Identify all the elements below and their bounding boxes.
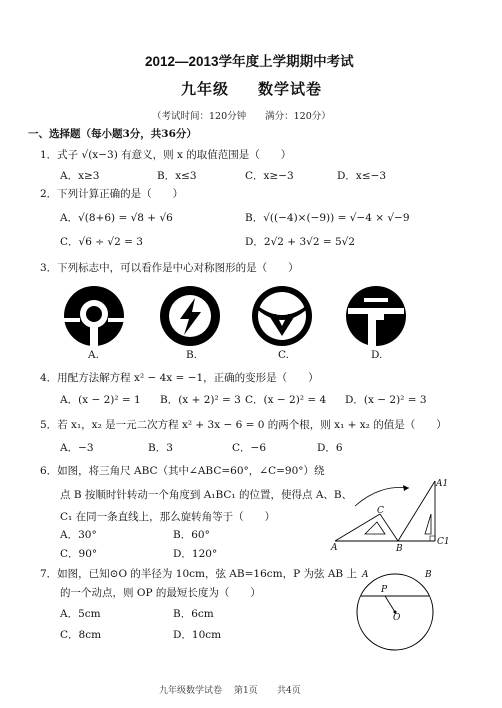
q7-option-d: D．10cm bbox=[173, 629, 222, 641]
q2-stem: 2．下列计算正确的是（ ） bbox=[40, 188, 184, 200]
q6-option-c: C．90° bbox=[60, 548, 98, 560]
q2-option-a: A．√(8+6) = √8 + √6 bbox=[60, 212, 173, 224]
q6-line2: 点 B 按顺时针转动一个角度到 A₁BC₁ 的位置，使得点 A、B、 bbox=[60, 489, 353, 501]
section-heading: 一、选择题（每小题3分，共36分） bbox=[28, 128, 197, 140]
q6-label-c1: C1 bbox=[437, 537, 450, 547]
q4-option-d: D．(x − 2)² = 3 bbox=[345, 394, 427, 406]
q6-option-b: B．60° bbox=[173, 529, 210, 541]
q6-line3: C₁ 在同一条直线上，那么旋转角等于（ ） bbox=[60, 511, 276, 523]
q7-option-b: B．6cm bbox=[173, 608, 214, 620]
q7-line1: 7．如图，已知⊙O 的半径为 10cm，弦 AB=16cm，P 为弦 AB 上 bbox=[40, 568, 357, 580]
q7-line2: 的一个动点，则 OP 的最短长度为（ ） bbox=[60, 587, 261, 599]
q3-stem: 3．下列标志中，可以看作是中心对称图形的是（ ） bbox=[40, 262, 299, 274]
q6-label-a: A bbox=[331, 543, 338, 553]
footer-paper: 九年级数学试卷 bbox=[159, 686, 223, 696]
q7-option-a: A．5cm bbox=[60, 608, 101, 620]
q6-label-a1: A1 bbox=[436, 479, 449, 489]
exam-info: （考试时间：120分钟 满分：120分） bbox=[152, 111, 331, 122]
q7-option-c: C．8cm bbox=[60, 629, 102, 641]
q1-option-a: A．x≥3 bbox=[60, 170, 100, 182]
paper-label: 数学试卷 bbox=[258, 80, 323, 98]
q1-stem: 1．式子 √(x−3) 有意义，则 x 的取值范围是（ ） bbox=[40, 149, 292, 161]
exam-title: 2012—2013学年度上学期期中考试 bbox=[145, 54, 354, 69]
q3-symbol-d bbox=[344, 284, 408, 348]
q4-option-a: A．(x − 2)² = 1 bbox=[60, 394, 141, 406]
q7-label-a: A bbox=[362, 570, 369, 580]
q3-label-a: A. bbox=[88, 349, 99, 361]
q1-option-d: D．x≤−3 bbox=[337, 170, 387, 182]
q3-label-b: B. bbox=[186, 349, 198, 361]
q6-option-a: A．30° bbox=[60, 529, 97, 541]
q3-symbol-b bbox=[158, 284, 222, 348]
q5-option-d: D．6 bbox=[317, 442, 343, 454]
q3-symbol-a bbox=[62, 284, 126, 348]
q3-label-d: D. bbox=[371, 349, 383, 361]
q6-label-b: B bbox=[396, 544, 403, 554]
q7-label-o: O bbox=[393, 613, 401, 623]
q5-option-a: A．−3 bbox=[60, 442, 94, 454]
q4-option-b: B．(x + 2)² = 3 bbox=[160, 394, 241, 406]
q2-option-b: B．√((−4)×(−9)) = √−4 × √−9 bbox=[245, 212, 410, 224]
q6-line1: 6．如图，将三角尺 ABC（其中∠ABC=60°，∠C=90°）绕 bbox=[40, 465, 325, 477]
q5-option-c: C．−6 bbox=[232, 442, 267, 454]
footer-page: 第1页 bbox=[234, 686, 258, 696]
q2-option-d: D．2√2 + 3√2 = 5√2 bbox=[245, 236, 356, 248]
q6-label-c: C bbox=[377, 506, 384, 516]
q7-label-p: P bbox=[381, 585, 388, 595]
q4-option-c: C．(x − 2)² = 4 bbox=[245, 394, 327, 406]
q3-label-c: C. bbox=[278, 349, 289, 361]
q4-stem: 4．用配方法解方程 x² − 4x = −1，正确的变形是（ ） bbox=[40, 372, 319, 384]
q7-label-b: B bbox=[425, 570, 432, 580]
q6-option-d: D．120° bbox=[173, 548, 218, 560]
q3-symbol-c bbox=[250, 284, 314, 348]
grade-label: 九年级 bbox=[181, 80, 230, 98]
q2-option-c: C．√6 ÷ √2 = 3 bbox=[60, 236, 143, 248]
q1-option-c: C．x≥−3 bbox=[245, 170, 294, 182]
q5-stem: 5．若 x₁，x₂ 是一元二次方程 x² + 3x − 6 = 0 的两个根，则 x₁ + x₂ 的值是（ ） bbox=[40, 419, 447, 431]
footer-total: 共4页 bbox=[277, 686, 301, 696]
q5-option-b: B．3 bbox=[148, 442, 173, 454]
q1-option-b: B．x≤3 bbox=[157, 170, 197, 182]
